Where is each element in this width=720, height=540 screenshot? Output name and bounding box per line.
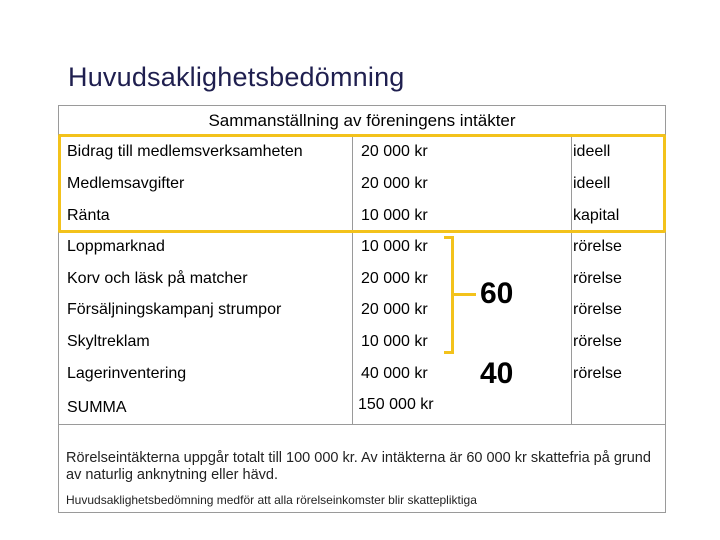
row-amount: 10 000 kr: [361, 333, 428, 350]
row-amount: 20 000 kr: [361, 175, 428, 192]
row-type: ideell: [573, 175, 611, 192]
table-bottom-line: [58, 424, 666, 425]
row-label: Medlemsavgifter: [67, 175, 185, 192]
row-amount: 20 000 kr: [361, 143, 428, 160]
row-label: Bidrag till medlemsverksamheten: [67, 143, 303, 160]
row-amount: 40 000 kr: [361, 365, 428, 382]
row-amount: 20 000 kr: [361, 301, 428, 318]
sum-amount: 150 000 kr: [358, 396, 434, 413]
summary-note: Rörelseintäkterna uppgår totalt till 100 000 kr. Av intäkterna är 60 000 kr skattefria på grund av naturlig anknytning eller hävd.: [66, 450, 651, 483]
row-amount: 20 000 kr: [361, 270, 428, 287]
row-label: Loppmarknad: [67, 238, 165, 255]
row-label: Försäljningskampanj strumpor: [67, 301, 282, 318]
row-amount: 10 000 kr: [361, 238, 428, 255]
row-label: Korv och läsk på matcher: [67, 270, 248, 287]
table-row: [60, 294, 665, 326]
row-type: kapital: [573, 207, 620, 224]
tax-free-total: 60: [480, 277, 514, 310]
table-caption: Sammanställning av föreningens intäkter: [208, 111, 516, 130]
page-title: Huvudsaklighetsbedömning: [68, 62, 405, 92]
table-row: [60, 263, 665, 295]
footnote: Huvudsaklighetsbedömning medför att alla rörelseinkomster blir skattepliktiga: [66, 493, 477, 507]
sum-label: SUMMA: [67, 399, 127, 416]
highlight-box-non-business: [58, 134, 666, 233]
taxable-total: 40: [480, 357, 514, 390]
row-label: Ränta: [67, 207, 110, 224]
row-type: rörelse: [573, 365, 622, 382]
table-row: [60, 326, 665, 358]
row-label: Lagerinventering: [67, 365, 187, 382]
table-row: [60, 358, 665, 390]
bracket-tax-free: [444, 236, 454, 354]
bracket-pointer: [454, 293, 476, 296]
table-row: [60, 231, 665, 263]
row-type: rörelse: [573, 270, 622, 287]
row-label: Skyltreklam: [67, 333, 150, 350]
row-amount: 10 000 kr: [361, 207, 428, 224]
row-type: rörelse: [573, 301, 622, 318]
row-type: rörelse: [573, 333, 622, 350]
row-type: ideell: [573, 143, 611, 160]
row-type: rörelse: [573, 238, 622, 255]
